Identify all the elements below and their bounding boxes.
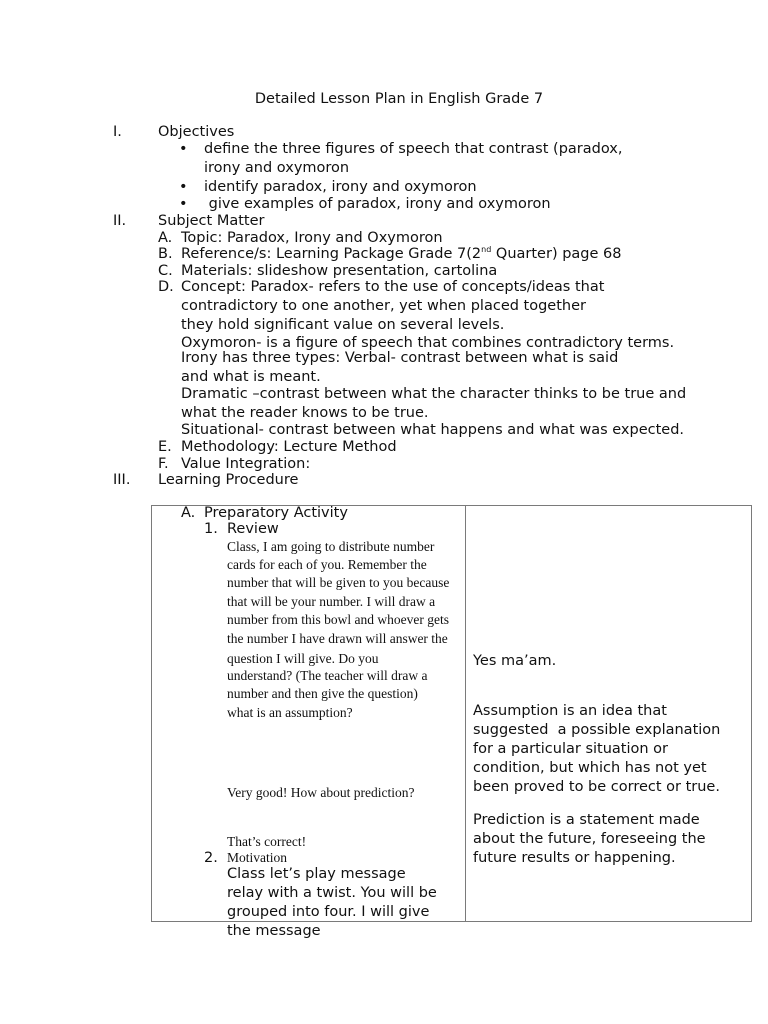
- reference-text-before: Reference/s: Learning Package Grade 7(2: [181, 246, 482, 262]
- objective-1-cont: irony and oxymoron: [204, 160, 350, 176]
- motivation-line: relay with a twist. You will be: [227, 885, 437, 901]
- review-line: number and then give the question): [227, 686, 418, 701]
- bullet-icon: •: [179, 179, 188, 195]
- review-heading: Review: [227, 521, 279, 537]
- objective-2: identify paradox, irony and oxymoron: [204, 179, 477, 195]
- assumption-line: condition, but which has not yet: [473, 760, 707, 776]
- concept-line: Concept: Paradox- refers to the use of concepts/ideas that: [181, 279, 605, 295]
- review-line: question I will give. Do you: [227, 651, 379, 666]
- reference-text-after: Quarter) page 68: [491, 246, 622, 262]
- motivation-heading: Motivation: [227, 850, 287, 865]
- reference-superscript: nd: [481, 245, 492, 255]
- concept-line: what the reader knows to be true.: [181, 405, 429, 421]
- review-line: what is an assumption?: [227, 705, 353, 720]
- section-i-numeral: I.: [113, 124, 122, 140]
- review-line: the number I have drawn will answer the: [227, 631, 448, 646]
- reference-text: [181, 246, 621, 262]
- item-letter: B.: [158, 246, 173, 262]
- section-i-heading: Objectives: [158, 124, 235, 140]
- section-iii-heading: Learning Procedure: [158, 472, 299, 488]
- assumption-line: been proved to be correct or true.: [473, 779, 720, 795]
- concept-line: Situational- contrast between what happens and what was expected.: [181, 422, 685, 438]
- motivation-line: grouped into four. I will give: [227, 904, 430, 920]
- item-letter: A.: [158, 230, 173, 246]
- motivation-line: the message: [227, 923, 321, 939]
- topic-text: Topic: Paradox, Irony and Oxymoron: [181, 230, 443, 246]
- bullet-icon: •: [179, 196, 188, 212]
- table-column-divider: [465, 506, 466, 921]
- concept-line: they hold significant value on several levels.: [181, 317, 505, 333]
- concept-line: contradictory to one another, yet when placed together: [181, 298, 586, 314]
- concept-line: Dramatic –contrast between what the character thinks to be true and: [181, 386, 687, 402]
- activity-heading: Preparatory Activity: [204, 505, 348, 521]
- step-number: 2.: [204, 850, 218, 866]
- methodology-text: Methodology: Lecture Method: [181, 439, 397, 455]
- page-title: Detailed Lesson Plan in English Grade 7: [254, 91, 544, 107]
- prediction-line: Prediction is a statement made: [473, 812, 700, 828]
- prediction-question: Very good! How about prediction?: [227, 785, 415, 800]
- motivation-line: Class let’s play message: [227, 866, 406, 882]
- assumption-line: Assumption is an idea that: [473, 703, 667, 719]
- item-letter: D.: [158, 279, 174, 295]
- review-line: number that will be given to you because: [227, 575, 450, 590]
- prediction-line: future results or happening.: [473, 850, 676, 866]
- objective-3: give examples of paradox, irony and oxymoron: [204, 196, 551, 212]
- activity-letter: A.: [181, 505, 196, 521]
- item-letter: E.: [158, 439, 172, 455]
- concept-line: Oxymoron- is a figure of speech that combines contradictory terms.: [181, 335, 675, 351]
- bullet-icon: •: [179, 141, 188, 157]
- correct-remark: That’s correct!: [227, 834, 307, 849]
- concept-line: Irony has three types: Verbal- contrast between what is said: [181, 350, 619, 366]
- section-ii-heading: Subject Matter: [158, 213, 265, 229]
- student-response-yes: Yes ma’am.: [473, 653, 557, 669]
- review-line: understand? (The teacher will draw a: [227, 668, 428, 683]
- item-letter: F.: [158, 456, 169, 472]
- assumption-line: suggested a possible explanation: [473, 722, 721, 738]
- review-line: Class, I am going to distribute number: [227, 539, 435, 554]
- objective-1: define the three figures of speech that contrast (paradox,: [204, 141, 623, 157]
- review-line: cards for each of you. Remember the: [227, 557, 427, 572]
- prediction-line: about the future, foreseeing the: [473, 831, 706, 847]
- concept-line: and what is meant.: [181, 369, 321, 385]
- review-line: number from this bowl and whoever gets: [227, 612, 449, 627]
- review-line: that will be your number. I will draw a: [227, 594, 436, 609]
- value-integration-text: Value Integration:: [181, 456, 311, 472]
- section-ii-numeral: II.: [113, 213, 127, 229]
- section-iii-numeral: III.: [113, 472, 131, 488]
- step-number: 1.: [204, 521, 218, 537]
- materials-text: Materials: slideshow presentation, cartolina: [181, 263, 498, 279]
- assumption-line: for a particular situation or: [473, 741, 669, 757]
- item-letter: C.: [158, 263, 173, 279]
